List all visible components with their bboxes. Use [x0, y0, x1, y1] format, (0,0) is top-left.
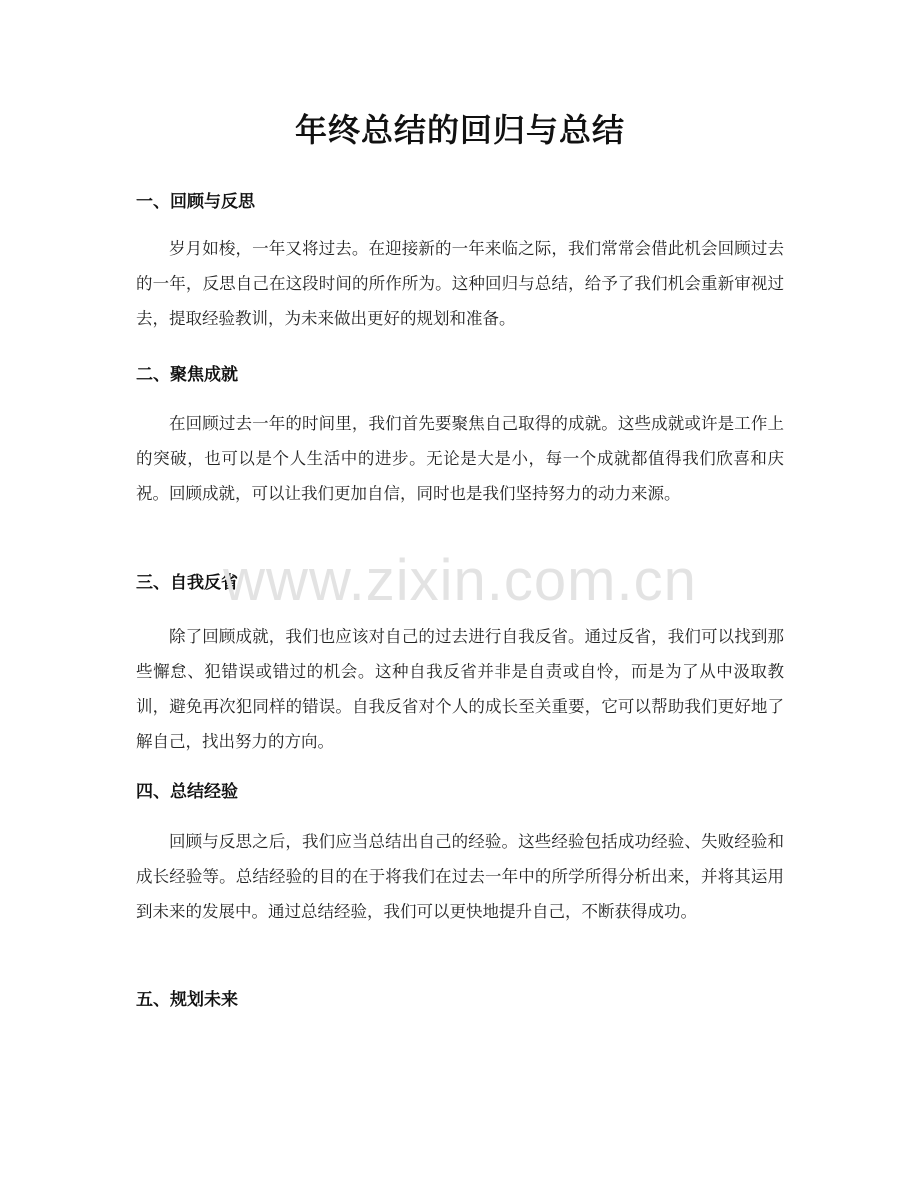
section-heading-1: 一、回顾与反思 [136, 192, 255, 212]
watermark-text: www.zixin.com.cn [223, 548, 697, 613]
section-heading-5: 五、规划未来 [136, 990, 238, 1010]
section-heading-4: 四、总结经验 [136, 782, 238, 802]
document-title: 年终总结的回归与总结 [294, 111, 625, 149]
section-paragraph-2: 在回顾过去一年的时间里，我们首先要聚焦自己取得的成就。这些成就或许是工作上的突破，也可以是个人生活中的进步。无论是大是小，每一个成就都值得我们欣喜和庆祝。回顾成就，可以让我们更加自信，同时也是我们坚持努力的动力来源。 [136, 414, 784, 503]
section-paragraph-1: 岁月如梭，一年又将过去。在迎接新的一年来临之际，我们常常会借此机会回顾过去的一年，反思自己在这段时间的所作所为。这种回归与总结，给予了我们机会重新审视过去，提取经验教训，为未来做出更好的规划和准备。 [136, 239, 784, 328]
section-heading-3: 三、自我反省 [136, 573, 238, 593]
section-paragraph-3: 除了回顾成就，我们也应该对自己的过去进行自我反省。通过反省，我们可以找到那些懈怠、犯错误或错过的机会。这种自我反省并非是自责或自怜，而是为了从中汲取教训，避免再次犯同样的错误。自我反省对个人的成长至关重要，它可以帮助我们更好地了解自己，找出努力的方向。 [136, 627, 784, 751]
section-paragraph-4: 回顾与反思之后，我们应当总结出自己的经验。这些经验包括成功经验、失败经验和成长经验等。总结经验的目的在于将我们在过去一年中的所学所得分析出来，并将其运用到未来的发展中。通过总结经验，我们可以更快地提升自己，不断获得成功。 [136, 832, 784, 921]
section-heading-2: 二、聚焦成就 [136, 365, 238, 385]
